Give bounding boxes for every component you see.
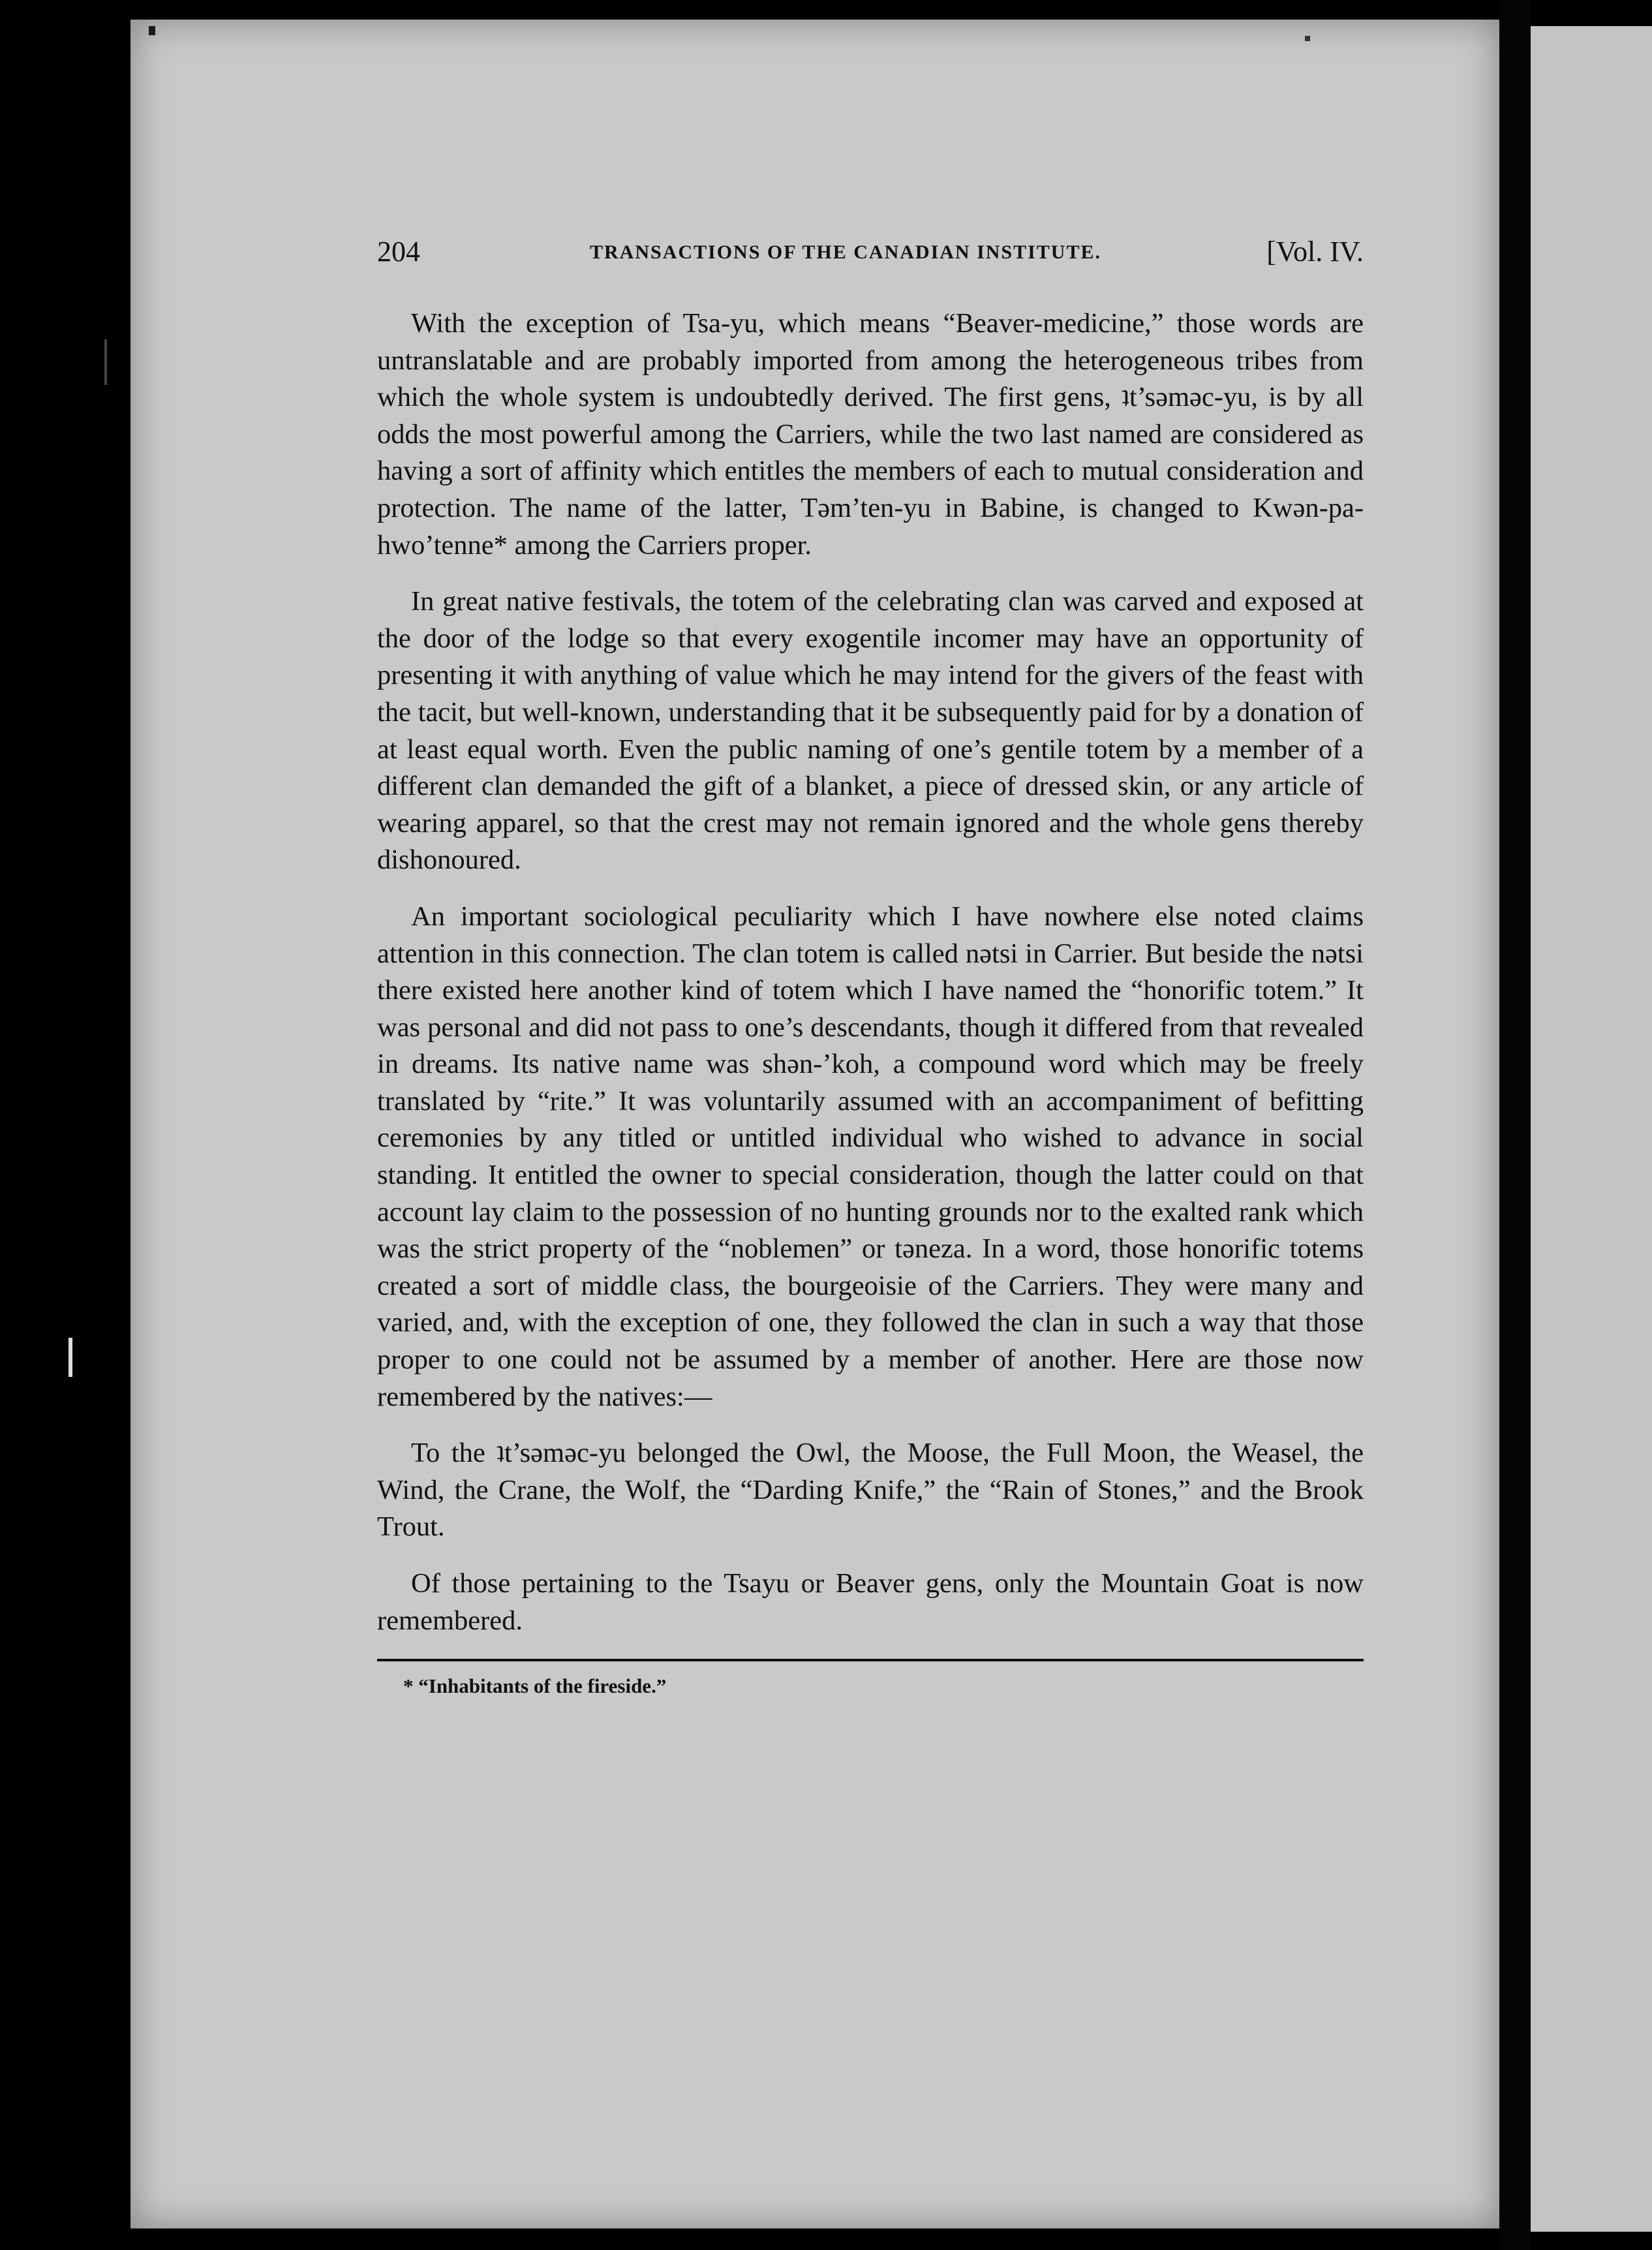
body-paragraph: Of those pertaining to the Tsayu or Beaver gens, only the Mountain Goat is now remembered. — [377, 1568, 1364, 1636]
running-title: TRANSACTIONS OF THE CANADIAN INSTITUTE. — [590, 241, 1101, 263]
scan-mark — [104, 339, 107, 385]
body-paragraph: With the exception of Tsa-yu, which means “Beaver-medicine,” those words are untranslatable and are probably imported from among the heterogeneous tribes from which the whole system is undoubtedly derived. The first gens, ʇt’səməc-yu, is by all odds the most powerful among the Carriers, while the two last named are considered as having a sort of affinity which entitles the members of each to mutual consideration and protection. The name of the latter, Təm’ten-yu in Babine, is changed to Kwən-pa-hwo’tenne* among the Carriers proper. — [377, 308, 1364, 561]
page-number: 204 — [377, 236, 420, 268]
scan-speck — [1305, 36, 1310, 41]
running-header — [377, 235, 1364, 274]
book-gutter — [1499, 0, 1531, 2250]
volume-label: [Vol. IV. — [1266, 236, 1364, 268]
facing-page-edge — [1531, 26, 1652, 2232]
body-paragraph: To the ʇt’səməc-yu belonged the Owl, the Moose, the Full Moon, the Weasel, the Wind, the Crane, the Wolf, the “Darding Knife,” the “Rain of Stones,” and the Brook Trout. — [377, 1438, 1364, 1543]
scan-speck — [149, 26, 155, 35]
body-paragraph: An important sociological peculiarity which I have nowhere else noted claims attention in this connection. The clan totem is called nətsi in Carrier. But beside the nətsi there existed here another kind of totem which I have named the “honorific totem.” It was personal and did not pass to one’s descendants, though it differed from that revealed in dreams. Its native name was shən-’koh, a compound word which may be freely translated by “rite.” It was voluntarily assumed with an accompaniment of befitting ceremonies by any titled or untitled individual who wished to advance in social standing. It entitled the owner to special consideration, though the latter could on that account lay claim to the possession of no hunting grounds nor to the exalted rank which was the strict property of the “noblemen” or təneza. In a word, those honorific totems created a sort of middle class, the bourgeoisie of the Carriers. They were many and varied, and, with the exception of one, they followed the clan in such a way that those proper to one could not be assumed by a member of another. Here are those now remembered by the natives:— — [377, 901, 1364, 1412]
footnote-rule — [377, 1659, 1364, 1661]
page-content — [377, 235, 1364, 1698]
body-paragraph: In great native festivals, the totem of the celebrating clan was carved and exposed at the door of the lodge so that every exogentile incomer may have an opportunity of presenting it with anything of value which he may intend for the givers of the feast with the tacit, but well-known, understanding that it be subsequently paid for by a donation of at least equal worth. Even the public naming of one’s gentile totem by a member of a different clan demanded the gift of a blanket, a piece of dressed skin, or any article of wearing apparel, so that the crest may not remain ignored and the whole gens thereby dishonoured. — [377, 586, 1364, 876]
footnote: * “Inhabitants of the fireside.” — [403, 1674, 667, 1698]
scan-mark — [69, 1338, 72, 1377]
